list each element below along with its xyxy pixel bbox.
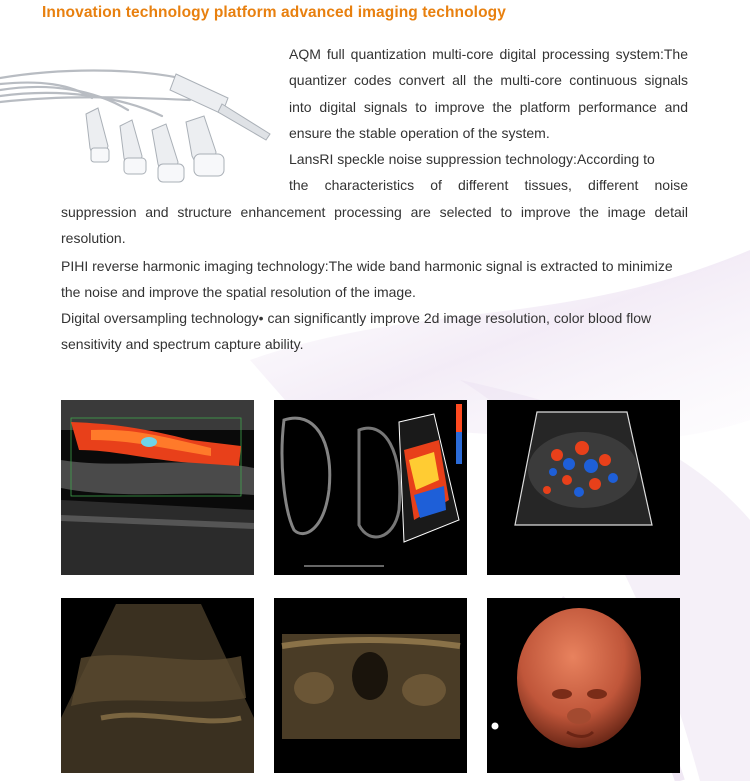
ultrasound-image-thyroid <box>274 598 467 773</box>
paragraph-oversampling: Digital oversampling technology• can significantly improve 2d image resolution, color blood flow sensitivity and spectrum capture ability. <box>61 310 652 353</box>
ultrasound-image-fetal-3d <box>487 598 680 773</box>
paragraph-pihi: PIHI reverse harmonic imaging technology:The wide band harmonic signal is extracted to minimize the noise and improve the spatial resolution of the image. <box>61 258 673 301</box>
ultrasound-image-carotid-doppler <box>61 400 254 575</box>
paragraph-lansri-line2: the characteristics of different tissues, different noise <box>289 177 688 193</box>
paragraph-lansri-continued: suppression and structure enhancement processing are selected to improve the image detail resolution. <box>61 204 688 247</box>
ultrasound-image-abdomen <box>61 598 254 773</box>
page-title: Innovation technology platform advanced imaging technology <box>42 4 506 21</box>
paragraph-aqm: AQM full quantization multi-core digital processing system:The quantizer codes convert all the multi-core continuous signals into digital signals to improve the platform performance and ensure the stable operation of the system. <box>289 46 688 141</box>
ultrasound-image-cardiac-doppler <box>274 400 467 575</box>
ultrasound-image-kidney-doppler <box>487 400 680 575</box>
paragraph-lansri-line1: LansRI speckle noise suppression technology:According to <box>289 151 655 167</box>
ultrasound-probes-illustration <box>0 38 285 198</box>
